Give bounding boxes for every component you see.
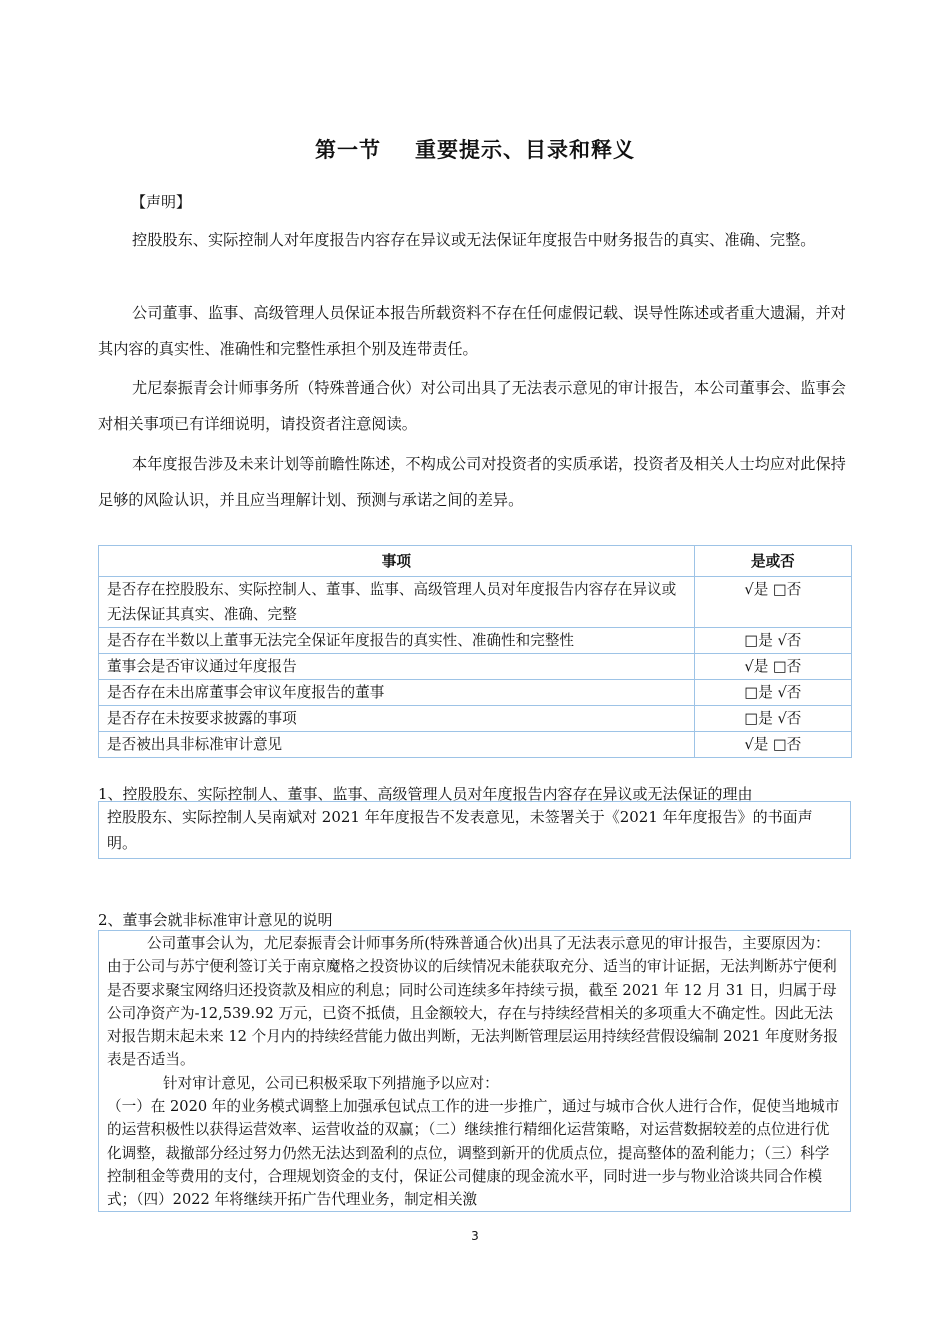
table-row [99,577,852,628]
declaration-paragraph: 尤尼泰振青会计师事务所（特殊普通合伙）对公司出具了无法表示意见的审计报告，本公司董事会、监事会对相关事项已有详细说明，请投资者注意阅读。 [98,379,846,433]
row-answer: □是 √否 [694,680,851,706]
section-title: 重要提示、目录和释义 [415,138,635,162]
table-row [99,628,852,654]
row-item: 是否存在未按要求披露的事项 [99,706,695,732]
checklist-table [98,545,852,758]
section-number: 第一节 [315,138,381,162]
row-item: 是否被出具非标准审计意见 [99,732,695,758]
table-row [99,732,852,758]
table-row [99,654,852,680]
page-number: 3 [471,1229,479,1243]
row-item: 董事会是否审议通过年度报告 [99,654,695,680]
section2-paragraph: 公司董事会认为，尤尼泰振青会计师事务所(特殊普通合伙)出具了无法表示意见的审计报告，主要原因为：由于公司与苏宁便利签订关于南京魔格之投资协议的后续情况未能获取充分、适当的审计证据，无法判断苏宁便利是否要求聚宝网络归还投资款及相应的利息；同时公司连续多年持续亏损，截至 2021 年 12 月 31 日，归属于母公司净资产为-12,539.92 万元，已资不抵债，且金额较大，存在与持续经营相关的多项重大不确定性。因此无法对报告期末起未来 12 个月内的持续经营能力做出判断，无法判断管理层运用持续经营假设编制 2021 年度财务报表是否适当。 [107,935,838,1069]
section2-paragraph: 针对审计意见，公司已积极采取下列措施予以应对： [163,1074,499,1092]
declaration-paragraph: 公司董事、监事、高级管理人员保证本报告所载资料不存在任何虚假记载、误导性陈述或者重大遗漏，并对其内容的真实性、准确性和完整性承担个别及连带责任。 [98,304,846,358]
section2-content-box [98,930,851,1212]
column-header-item: 事项 [99,546,695,577]
row-item: 是否存在半数以上董事无法完全保证年度报告的真实性、准确性和完整性 [99,628,695,654]
section1-content-box: 控股股东、实际控制人吴南斌对 2021 年年度报告不发表意见，未签署关于《2021 年年度报告》的书面声明。 [98,801,851,859]
declaration-paragraph: 本年度报告涉及未来计划等前瞻性陈述，不构成公司对投资者的实质承诺，投资者及相关人士均应对此保持足够的风险认识，并且应当理解计划、预测与承诺之间的差异。 [98,455,846,509]
row-item: 是否存在未出席董事会审议年度报告的董事 [99,680,695,706]
row-answer: √是 □否 [694,732,851,758]
section2-paragraph: （一）在 2020 年的业务模式调整上加强承包试点工作的进一步推广，通过与城市合伙人进行合作，促使当地城市的运营积极性以获得运营效率、运营收益的双赢；（二）继续推行精细化运营策略，对运营数据较差的点位进行优化调整，裁撤部分经过努力仍然无法达到盈利的点位，调整到新开的优质点位，提高整体的盈利能力；（三）科学控制租金等费用的支付，合理规划资金的支付，保证公司健康的现金流水平，同时进一步与物业洽谈共同合作模式；（四）2022 年将继续开拓广告代理业务，制定相关激 [107,1098,840,1209]
table-row [99,706,852,732]
table-header-row [99,546,852,577]
section1-heading: 1、控股股东、实际控制人、董事、监事、高级管理人员对年度报告内容存在异议或无法保证的理由 [98,785,753,803]
row-answer: √是 □否 [694,577,851,628]
declaration-label: 【声明】 [131,193,192,211]
row-item: 是否存在控股股东、实际控制人、董事、监事、高级管理人员对年度报告内容存在异议或无法保证其真实、准确、完整 [99,577,695,628]
page-title [0,134,950,164]
row-answer: □是 √否 [694,628,851,654]
row-answer: √是 □否 [694,654,851,680]
column-header-answer: 是或否 [694,546,851,577]
row-answer: □是 √否 [694,706,851,732]
section2-heading: 2、董事会就非标准审计意见的说明 [98,911,333,929]
declaration-paragraph: 控股股东、实际控制人对年度报告内容存在异议或无法保证年度报告中财务报告的真实、准确、完整。 [132,231,816,249]
table-row [99,680,852,706]
